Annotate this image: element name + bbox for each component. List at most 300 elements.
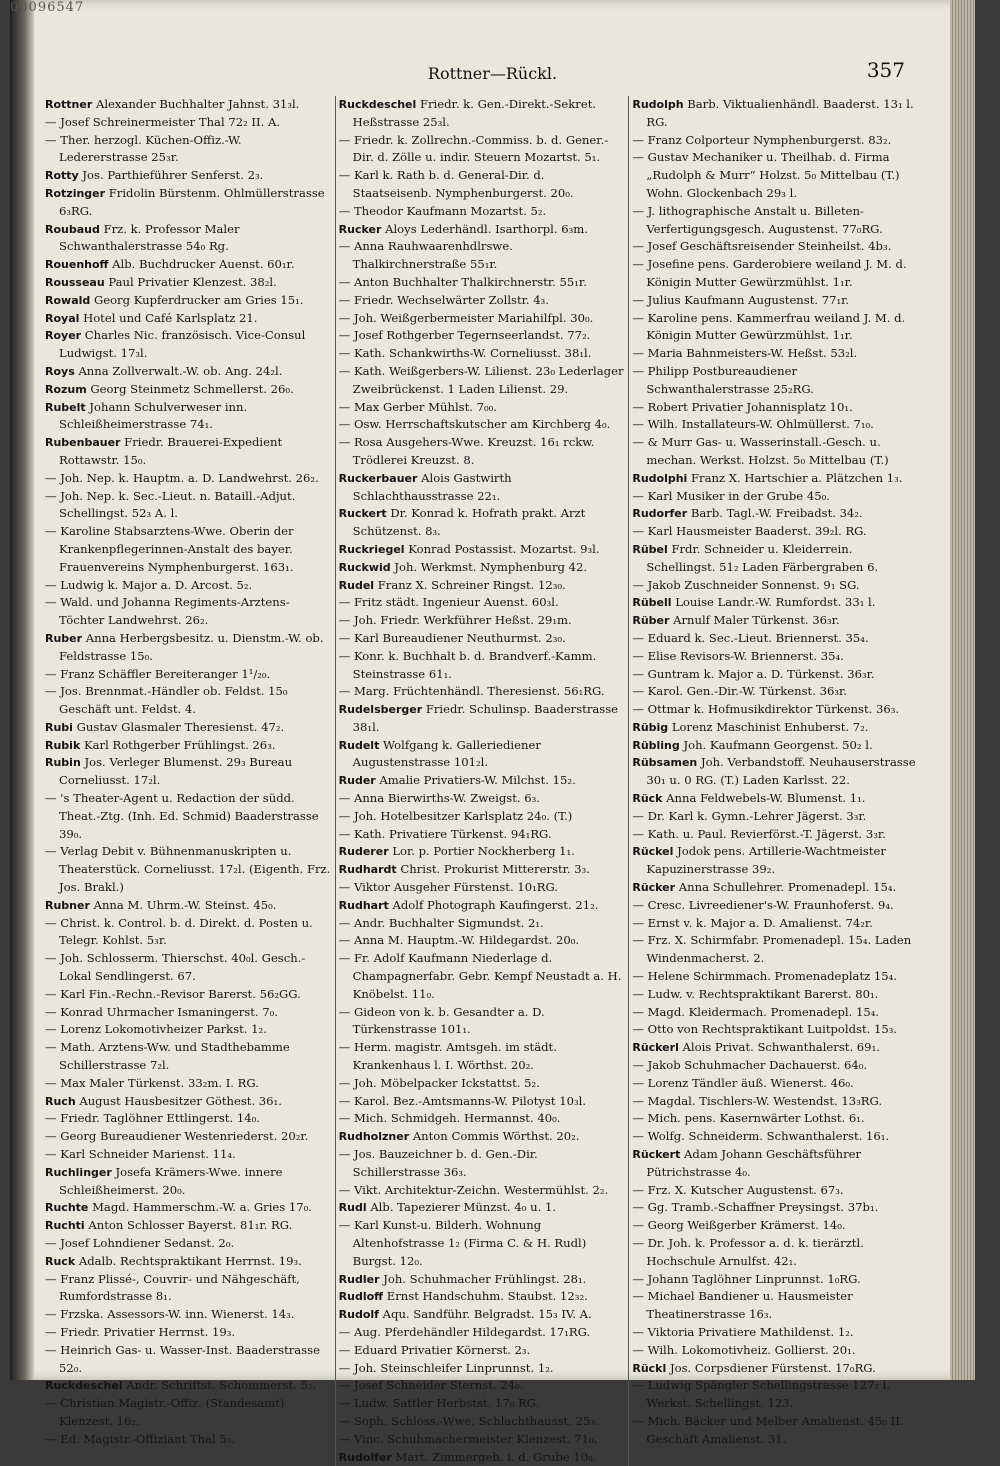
column-3	[628, 96, 922, 1466]
entry-text: — Friedr. Privatier Herrnst. 19₃.	[45, 1324, 236, 1339]
directory-entry	[339, 327, 626, 345]
entry-text: Josefa Krämers-Wwe. innere Schleißheimerst. 20₀.	[59, 1164, 283, 1197]
directory-entry	[339, 1324, 626, 1342]
entry-surname: Rubenbauer	[45, 436, 121, 450]
page-edges	[950, 0, 975, 1380]
directory-entry	[45, 897, 332, 915]
directory-entry	[632, 434, 919, 470]
entry-surname: Royal	[45, 311, 80, 325]
entry-text: — Maria Bahnmeisters-W. Heßst. 53₂l.	[632, 346, 858, 361]
directory-entry	[45, 185, 332, 221]
entry-surname: Rudelt	[338, 738, 380, 752]
entry-text: Adam Johann Geschäftsführer Pütrichstrasse 4₀.	[646, 1147, 862, 1179]
directory-entry	[632, 149, 919, 202]
archive-stamp: 00096547	[10, 0, 85, 15]
entry-text: Aqu. Sandführ. Belgradst. 15₃ IV. A.	[382, 1307, 592, 1322]
entry-surname: Rudorfer	[632, 507, 688, 521]
directory-entry	[632, 790, 919, 808]
directory-entry	[45, 1235, 332, 1253]
directory-entry	[339, 416, 626, 434]
directory-entry	[45, 986, 332, 1004]
directory-entry	[632, 683, 919, 701]
entry-text: — Kath. Privatiere Türkenst. 94₁RG.	[338, 826, 552, 841]
entry-text: — Viktor Ausgeher Fürstenst. 10₁RG.	[338, 880, 558, 895]
directory-entry	[45, 327, 332, 363]
entry-text: — Elise Revisors-W. Briennerst. 35₄.	[632, 648, 844, 663]
entry-text: — Max Maler Türkenst. 33₂m. I. RG.	[45, 1075, 259, 1090]
directory-entry	[339, 790, 626, 808]
entry-text: Joh. Werkmst. Nymphenburg 42.	[394, 559, 588, 574]
directory-entry	[45, 1431, 332, 1449]
entry-surname: Rowald	[45, 293, 91, 307]
entry-text: — Joh. Weißgerbermeister Mariahilfpl. 30₀.	[338, 310, 594, 325]
directory-entry	[45, 434, 332, 470]
entry-surname: Rucker	[338, 222, 382, 236]
entry-text: Franz X. Hartschier a. Plätzchen 1₃.	[691, 470, 903, 485]
directory-entry	[632, 986, 919, 1004]
entry-text: — Konr. k. Buchhalt b. d. Brandverf.-Kamm. Steinstrasse 61₁.	[338, 648, 597, 681]
directory-entry	[632, 96, 919, 132]
directory-entry	[45, 1164, 332, 1200]
entry-text: Mart. Zimmergeh. i. d. Grube 10₀.	[395, 1449, 597, 1464]
entry-text: Alexander Buchhalter Jahnst. 31₃l.	[95, 97, 300, 111]
entry-surname: Rudloff	[338, 1290, 384, 1304]
entry-text: — Rosa Ausgehers-Wwe. Kreuzst. 16₁ rckw. Trödlerei Kreuzst. 8.	[338, 435, 595, 467]
directory-entry	[339, 737, 626, 773]
directory-entry	[339, 808, 626, 826]
directory-entry	[45, 221, 332, 257]
directory-entry	[45, 1093, 332, 1111]
directory-entry	[632, 879, 919, 897]
entry-surname: Ruckdeschel	[45, 1379, 123, 1393]
entry-surname: Rubi	[45, 720, 73, 734]
directory-entry	[45, 132, 332, 168]
directory-entry	[45, 683, 332, 719]
directory-entry	[632, 1110, 919, 1128]
entry-text: Friedr. k. Gen.-Direkt.-Sekret. Heßstrasse 25₃l.	[352, 97, 597, 129]
directory-entry	[632, 1004, 919, 1022]
directory-entry	[632, 541, 919, 577]
directory-entry	[632, 1057, 919, 1075]
entry-surname: Rückert	[632, 1148, 681, 1162]
entry-surname: Rübling	[632, 738, 680, 752]
directory-entry	[632, 630, 919, 648]
directory-entry	[339, 1182, 626, 1200]
entry-text: — Andr. Buchhalter Sigmundst. 2₁.	[338, 915, 544, 930]
entry-text: — Frzska. Assessors-W. inn. Wienerst. 14₃.	[45, 1307, 295, 1322]
entry-text: — Verlag Debit v. Bühnenmanuskripten u. Theaterstück. Corneliusst. 17₂l. (Eigenth. Frz. Jos. Brakl.)	[45, 844, 331, 895]
directory-entry	[339, 96, 626, 132]
entry-text: — Karol. Bez.-Amtsmanns-W. Pilotyst 10₃l.	[338, 1093, 587, 1108]
entry-text: — Konrad Uhrmacher Ismaningerst. 7₀.	[45, 1004, 278, 1019]
entry-text: — Aug. Pferdehändler Hildegardst. 17₁RG.	[338, 1324, 591, 1339]
column-1	[42, 96, 335, 1466]
entry-text: Christ. Prokurist Mittererstr. 3₃.	[400, 862, 590, 877]
entry-surname: Rozum	[45, 382, 87, 396]
entry-text: — Dr. Karl k. Gymn.-Lehrer Jägerst. 3₃r.	[632, 808, 867, 823]
entry-surname: Rudhart	[338, 898, 389, 912]
entry-text: — Philipp Postbureaudiener Schwanthalerstrasse 25₂RG.	[632, 363, 814, 396]
directory-entry	[339, 1093, 626, 1111]
entry-text: — Karl Bureaudiener Neuthurmst. 2₃₀.	[338, 630, 566, 645]
directory-page	[10, 0, 975, 1464]
entry-text: — Wilh. Installateurs-W. Ohlmüllerst. 7₁₀.	[632, 417, 874, 432]
directory-entry	[45, 1128, 332, 1146]
entry-surname: Ruckdeschel	[338, 98, 417, 111]
entry-surname: Ruckert	[338, 507, 387, 521]
entry-text: Amalie Privatiers-W. Milchst. 15₂.	[379, 773, 576, 788]
entry-text: — Theodor Kaufmann Mozartst. 5₂.	[338, 203, 547, 218]
directory-entry	[45, 363, 332, 381]
entry-surname: Rudholzner	[338, 1130, 410, 1144]
directory-entry	[632, 1360, 919, 1378]
entry-text: — Wald. und Johanna Regiments-Arztens-Töchter Landwehrst. 26₂.	[45, 595, 290, 628]
directory-entry	[632, 1182, 919, 1200]
entry-text: — Josefine pens. Garderobiere weiland J. M. d. Königin Mutter Gewürzmühlst. 1₁r.	[632, 257, 907, 289]
entry-text: Barb. Viktualienhändl. Baaderst. 13₁ l. RG.	[646, 97, 914, 129]
entry-text: — Karl k. Rath b. d. General-Dir. d. Staatseisenb. Nymphenburgerst. 20₀.	[338, 168, 574, 200]
entry-text: Joh. Kaufmann Georgenst. 50₂ l.	[683, 737, 873, 752]
entry-text: — Ed. Magistr.-Offiziant Thal 5₃.	[45, 1431, 236, 1446]
entry-text: — Franz Schäffler Bereiteranger 1¹/₂₀.	[45, 666, 271, 681]
entry-text: — Eduard k. Sec.-Lieut. Briennerst. 35₄.	[632, 630, 869, 645]
entry-text: Lorenz Maschinist Enhuberst. 7₂.	[671, 719, 869, 734]
entry-text: Anna Feldwebels-W. Blumenst. 1₁.	[666, 791, 866, 806]
directory-entry	[339, 541, 626, 559]
entry-text: Magd. Hammerschm.-W. a. Gries 17₀.	[92, 1200, 312, 1215]
entry-surname: Rubin	[45, 756, 81, 770]
directory-entry	[339, 1146, 626, 1182]
book-binding	[10, 0, 34, 1380]
entry-text: — Soph. Schloss.-Wwe. Schlachthausst. 25₃.	[338, 1413, 599, 1428]
page-number: 357	[866, 58, 905, 82]
directory-entry	[339, 594, 626, 612]
directory-entry	[45, 1110, 332, 1128]
directory-entry	[339, 274, 626, 292]
entry-text: — Joh. Nep. k. Sec.-Lieut. n. Bataill.-Adjut. Schellingst. 52₃ A. l.	[45, 488, 296, 521]
entry-text: — Friedr. Wechselwärter Zollstr. 4₃.	[338, 292, 550, 307]
directory-entry	[45, 737, 332, 755]
entry-surname: Rübell	[632, 596, 672, 610]
entry-text: — Christ. k. Control. b. d. Direkt. d. Posten u. Telegr. Kohlst. 5₃r.	[45, 915, 313, 948]
entry-text: — Friedr. Taglöhner Ettlingerst. 14₀.	[45, 1111, 260, 1126]
entry-text: Anton Commis Wörthst. 20₂.	[412, 1129, 580, 1144]
entry-text: Jodok pens. Artillerie-Wachtmeister Kapuzinerstrasse 39₂.	[646, 844, 886, 877]
entry-text: — Helene Schirmmach. Promenadeplatz 15₄.	[632, 969, 897, 984]
entry-text: Dr. Konrad k. Hofrath prakt. Arzt Schützenst. 8₃.	[352, 506, 586, 539]
directory-entry	[339, 167, 626, 203]
entry-text: — Karl Musiker in der Grube 45₀.	[632, 488, 830, 503]
entry-text: — Franz Colporteur Nymphenburgerst. 83₂.	[632, 132, 892, 147]
directory-entry	[45, 399, 332, 435]
entry-surname: Rudelsberger	[338, 703, 423, 717]
entry-text: — Joh. Schlosserm. Thierschst. 40₀l. Gesch.-Lokal Sendlingerst. 67.	[45, 951, 306, 984]
directory-entry	[339, 932, 626, 950]
directory-entry	[339, 648, 626, 684]
entry-text: Jos. Corpsdiener Fürstenst. 17₀RG.	[669, 1360, 876, 1375]
directory-entry	[45, 1324, 332, 1342]
directory-entry	[632, 1342, 919, 1360]
directory-entry	[632, 203, 919, 239]
directory-entry	[339, 1395, 626, 1413]
entry-text: — Georg Weißgerber Krämerst. 14₀.	[632, 1218, 846, 1233]
entry-surname: Rotzinger	[45, 186, 106, 200]
entry-text: Jos. Verleger Blumenst. 29₃ Bureau Corneliusst. 17₂l.	[59, 755, 293, 788]
entry-text: — Herm. magistr. Amtsgeh. im städt. Krankenhaus l. I. Wörthst. 20₂.	[338, 1040, 557, 1073]
entry-text: — Wolfg. Schneiderm. Schwanthalerst. 16₁.	[632, 1129, 890, 1144]
directory-entry	[339, 238, 626, 274]
directory-entry	[632, 594, 919, 612]
entry-surname: Rudolfer	[338, 1450, 392, 1464]
directory-entry	[632, 737, 919, 755]
entry-text: Louise Landr.-W. Rumfordst. 33₁ l.	[675, 595, 876, 610]
directory-entry	[632, 1377, 919, 1413]
entry-text: Anna Zollverwalt.-W. ob. Ang. 24₂l.	[78, 363, 283, 378]
entry-text: Alb. Tapezierer Münzst. 4₀ u. 1.	[370, 1200, 557, 1215]
directory-entry	[339, 1342, 626, 1360]
entry-text: — Ther. herzogl. Küchen-Offiz.-W. Ledererstrasse 25₃r.	[45, 132, 242, 165]
directory-entry	[339, 203, 626, 221]
entry-text: Adolf Photograph Kaufingerst. 21₂.	[392, 897, 599, 912]
directory-entry	[339, 1413, 626, 1431]
directory-entry	[632, 968, 919, 986]
entry-surname: Rübsamen	[632, 756, 698, 770]
directory-entry	[632, 932, 919, 968]
directory-entry	[45, 1199, 332, 1217]
directory-entry	[45, 470, 332, 488]
directory-entry	[339, 612, 626, 630]
directory-entry	[45, 1039, 332, 1075]
entry-surname: Rubner	[45, 898, 90, 912]
directory-entry	[45, 1395, 332, 1431]
entry-surname: Ruchte	[45, 1201, 89, 1215]
entry-text: — 's Theater-Agent u. Redaction der südd. Theat.-Ztg. (Inh. Ed. Schmid) Baaderstrasse 39₀.	[45, 791, 319, 841]
entry-surname: Ruckriegel	[338, 542, 405, 556]
entry-text: Paul Privatier Klenzest. 38₂l.	[108, 274, 277, 289]
directory-entry	[339, 1271, 626, 1289]
entry-text: — Jos. Bauzeichner b. d. Gen.-Dir. Schillerstrasse 36₃.	[338, 1147, 538, 1179]
directory-entry	[45, 523, 332, 576]
directory-entry	[339, 897, 626, 915]
directory-entry	[339, 434, 626, 470]
entry-text: Hotel und Café Karlsplatz 21.	[83, 310, 258, 325]
entry-text: — Ernst v. k. Major a. D. Amalienst. 74₂r.	[632, 915, 873, 930]
entry-surname: Rückel	[632, 845, 674, 859]
entry-surname: Rück	[632, 792, 663, 806]
directory-entry	[45, 292, 332, 310]
entry-text: Charles Nic. französisch. Vice-Consul Ludwigst. 17₃l.	[59, 328, 306, 361]
directory-entry	[339, 559, 626, 577]
entry-text: — Mich. pens. Kasernwärter Lothst. 6₁.	[632, 1111, 865, 1126]
directory-entry	[339, 1004, 626, 1040]
directory-entry	[339, 132, 626, 168]
entry-surname: Ruder	[338, 774, 376, 788]
entry-text: Anna Schullehrer. Promenadepl. 15₄.	[678, 880, 897, 895]
entry-text: — Ludw. v. Rechtspraktikant Barerst. 80₁.	[632, 986, 879, 1001]
entry-text: Georg Kupferdrucker am Gries 15₁.	[93, 292, 304, 307]
directory-entry	[45, 577, 332, 595]
entry-text: — Eduard Privatier Körnerst. 2₃.	[338, 1342, 531, 1357]
entry-surname: Roubaud	[45, 222, 100, 236]
directory-entry	[339, 1128, 626, 1146]
entry-surname: Ruckerbauer	[338, 471, 418, 485]
directory-entry	[339, 950, 626, 1003]
directory-entry	[632, 1217, 919, 1235]
entry-text: — Frz. X. Schirmfabr. Promenadepl. 15₄. Laden Windenmacherst. 2.	[632, 933, 912, 966]
entry-text: — Frz. X. Kutscher Augustenst. 67₃.	[632, 1182, 844, 1197]
entry-text: — Magd. Kleidermach. Promenadepl. 15₄.	[632, 1004, 880, 1019]
directory-entry	[45, 1217, 332, 1235]
directory-entry	[632, 1199, 919, 1217]
entry-text: Frz. k. Professor Maler Schwanthalerstrasse 54₀ Rg.	[59, 221, 240, 254]
directory-entry	[632, 1288, 919, 1324]
entry-text: August Hausbesitzer Göthest. 36₁.	[79, 1093, 282, 1108]
entry-text: — Vikt. Architektur-Zeichn. Westermühlst. 2₂.	[338, 1182, 609, 1197]
entry-text: — Wilh. Lokomotivheiz. Gollierst. 20₁.	[632, 1342, 856, 1357]
entry-text: — Christian Magistr.-Offiz. (Standesamt) Klenzest. 16₂.	[45, 1396, 285, 1428]
entry-text: — Fr. Adolf Kaufmann Niederlage d. Champagnerfabr. Gebr. Kempf Neustadt a. H. Knöbelst. 11₀.	[338, 951, 622, 1001]
directory-entry	[339, 577, 626, 595]
entry-text: Aloys Lederhändl. Isarthorpl. 6₃m.	[385, 221, 588, 236]
directory-entry	[339, 1360, 626, 1378]
entry-text: — Josef Schneider Sternst. 24₀.	[338, 1378, 524, 1393]
entry-text: Anton Schlosser Bayerst. 81₁r. RG.	[88, 1218, 293, 1233]
entry-text: Arnulf Maler Türkenst. 36₃r.	[673, 613, 840, 628]
directory-entry	[339, 221, 626, 239]
directory-entry	[45, 1377, 332, 1395]
directory-entry	[339, 1431, 626, 1449]
entry-text: Ernst Handschuhm. Staubst. 12₃₂.	[386, 1289, 588, 1304]
entry-text: Alois Gastwirth Schlachthausstrasse 22₁.	[352, 470, 512, 503]
directory-entry	[632, 577, 919, 595]
entry-text: — Anna Rauhwaarenhdlrswe. Thalkirchnerstraße 55₁r.	[338, 239, 513, 272]
directory-entry	[632, 1039, 919, 1057]
directory-entry	[45, 1271, 332, 1307]
directory-entry	[632, 416, 919, 434]
directory-entry	[339, 1199, 626, 1217]
entry-surname: Rudler	[338, 1272, 380, 1286]
entry-text: Adalb. Rechtspraktikant Herrnst. 19₃.	[78, 1253, 302, 1268]
entry-text: Joh. Verbandstoff. Neuhauserstrasse 30₁ u. 0 RG. (T.) Laden Karlsst. 22.	[646, 755, 916, 788]
directory-entry	[339, 470, 626, 506]
directory-entry	[632, 1093, 919, 1111]
entry-surname: Rudolph	[632, 98, 684, 111]
directory-entry	[339, 701, 626, 737]
entry-surname: Rüber	[632, 614, 670, 628]
entry-text: — Joh. Nep. k. Hauptm. a. D. Landwehrst. 26₂.	[45, 470, 319, 485]
directory-entry	[632, 523, 919, 541]
directory-entry	[339, 1039, 626, 1075]
entry-text: — Otto von Rechtspraktikant Luitpoldst. 15₃.	[632, 1022, 898, 1037]
entry-text: Jos. Parthieführer Senferst. 2₃.	[82, 168, 264, 183]
entry-text: Anna Herbergsbesitz. u. Dienstm.-W. ob. Feldstrasse 15₀.	[59, 630, 324, 663]
entry-text: — Jakob Zuschneider Sonnenst. 9₁ SG.	[632, 577, 860, 592]
directory-entry	[632, 1413, 919, 1449]
directory-entry	[632, 897, 919, 915]
entry-text: — Josef Geschäftsreisender Steinheilst. 4b₃.	[632, 239, 892, 254]
directory-entry	[45, 594, 332, 630]
entry-text: — Joh. Hotelbesitzer Karlsplatz 24₀. (T.)	[338, 808, 573, 823]
entry-text: — Lorenz Tändler äuß. Wienerst. 46₀.	[632, 1075, 854, 1090]
directory-entry	[45, 274, 332, 292]
directory-entry	[339, 879, 626, 897]
directory-entry	[632, 826, 919, 844]
directory-entry	[632, 470, 919, 488]
entry-text: Frdr. Schneider u. Kleiderrein. Schellingst. 51₂ Laden Färbergraben 6.	[646, 541, 879, 574]
directory-entry	[45, 719, 332, 737]
directory-entry	[339, 861, 626, 879]
directory-entry	[339, 826, 626, 844]
entry-surname: Rousseau	[45, 275, 105, 289]
directory-entry	[632, 132, 919, 150]
entry-text: — J. lithographische Anstalt u. Billeten-Verfertigungsgesch. Augustenst. 77₀RG.	[632, 203, 883, 236]
entry-text: — Ottmar k. Hofmusikdirektor Türkenst. 36₃.	[632, 702, 900, 717]
entry-text: — Ludwig Spängler Schellingstrasse 127₂ l. Werkst. Schellingst. 123.	[632, 1378, 891, 1411]
directory-entry	[45, 488, 332, 524]
directory-entry	[45, 114, 332, 132]
entry-text: — Joh. Möbelpacker Ickstattst. 5₂.	[338, 1075, 540, 1090]
directory-entry	[632, 754, 919, 790]
entry-text: Georg Steinmetz Schmellerst. 26₀.	[90, 381, 294, 396]
directory-entry	[339, 1110, 626, 1128]
entry-text: — Cresc. Livreediener's-W. Fraunhoferst. 9₄.	[632, 897, 894, 912]
entry-text: — Lorenz Lokomotivheizer Parkst. 1₂.	[45, 1022, 267, 1037]
directory-entry	[339, 1217, 626, 1270]
directory-entry	[632, 648, 919, 666]
directory-entry	[632, 701, 919, 719]
entry-text: — Joh. Steinschleifer Linprunnst. 1₂.	[338, 1360, 554, 1375]
entry-text: — Karl Schneider Marienst. 11₄.	[45, 1147, 236, 1162]
directory-entry	[45, 1021, 332, 1039]
entry-text: — Viktoria Privatiere Mathildenst. 1₂.	[632, 1324, 854, 1339]
directory-entry	[632, 399, 919, 417]
entry-text: — Anna M. Hauptm.-W. Hildegardst. 20₀.	[338, 933, 580, 948]
entry-text: — Julius Kaufmann Augustenst. 77₁r.	[632, 292, 850, 307]
entry-text: Karl Rothgerber Frühlingst. 26₃.	[83, 737, 276, 752]
entry-surname: Rudolf	[338, 1308, 379, 1322]
entry-text: — Kath. Schankwirths-W. Corneliusst. 38₁l.	[338, 346, 592, 361]
entry-text: — Osw. Herrschaftskutscher am Kirchberg 4₀.	[338, 417, 611, 432]
entry-text: — Magdal. Tischlers-W. Westendst. 13₃RG.	[632, 1093, 883, 1108]
entry-text: — Karoline pens. Kammerfrau weiland J. M. d. Königin Mutter Gewürzmühlst. 1₁r.	[632, 310, 906, 343]
entry-surname: Ruderer	[338, 845, 389, 859]
entry-text: Alb. Buchdrucker Auenst. 60₁r.	[112, 257, 295, 272]
columns	[42, 96, 922, 1466]
directory-entry	[339, 345, 626, 363]
entry-surname: Rotty	[45, 169, 79, 183]
directory-entry	[339, 292, 626, 310]
entry-text: — Kath. Weißgerbers-W. Lilienst. 23₀ Lederlager Zweibrückenst. 1 Laden Lilienst. 29.	[338, 363, 624, 396]
entry-text: — Marg. Früchtenhändl. Theresienst. 56₁RG.	[338, 684, 605, 699]
entry-text: Barb. Tagl.-W. Freibadst. 34₂.	[690, 506, 863, 521]
entry-surname: Rubik	[45, 738, 81, 752]
entry-text: — Karl Fin.-Rechn.-Revisor Barerst. 56₂GG.	[45, 986, 301, 1001]
entry-text: Anna M. Uhrm.-W. Steinst. 45₀.	[93, 897, 277, 912]
entry-surname: Ruch	[45, 1094, 76, 1108]
directory-entry	[339, 505, 626, 541]
entry-text: — Friedr. k. Zollrechn.-Commiss. b. d. Gener.-Dir. d. Zölle u. indir. Steuern Mozartst. 5₁.	[338, 132, 609, 165]
directory-entry	[45, 167, 332, 185]
entry-text: Johann Schulverweser inn. Schleißheimerstrasse 74₁.	[59, 399, 248, 432]
entry-text: — Fritz städt. Ingenieur Auenst. 60₃l.	[338, 595, 559, 610]
directory-entry	[632, 1235, 919, 1271]
entry-text: Franz X. Schreiner Ringst. 12₃₀.	[377, 577, 566, 592]
directory-entry	[632, 915, 919, 933]
entry-text: Konrad Postassist. Mozartst. 9₃l.	[408, 541, 600, 556]
directory-entry	[339, 683, 626, 701]
entry-text: Friedr. Brauerei-Expedient Rottawstr. 15₀.	[59, 435, 283, 467]
entry-text: — Anna Bierwirths-W. Zweigst. 6₃.	[338, 791, 540, 806]
